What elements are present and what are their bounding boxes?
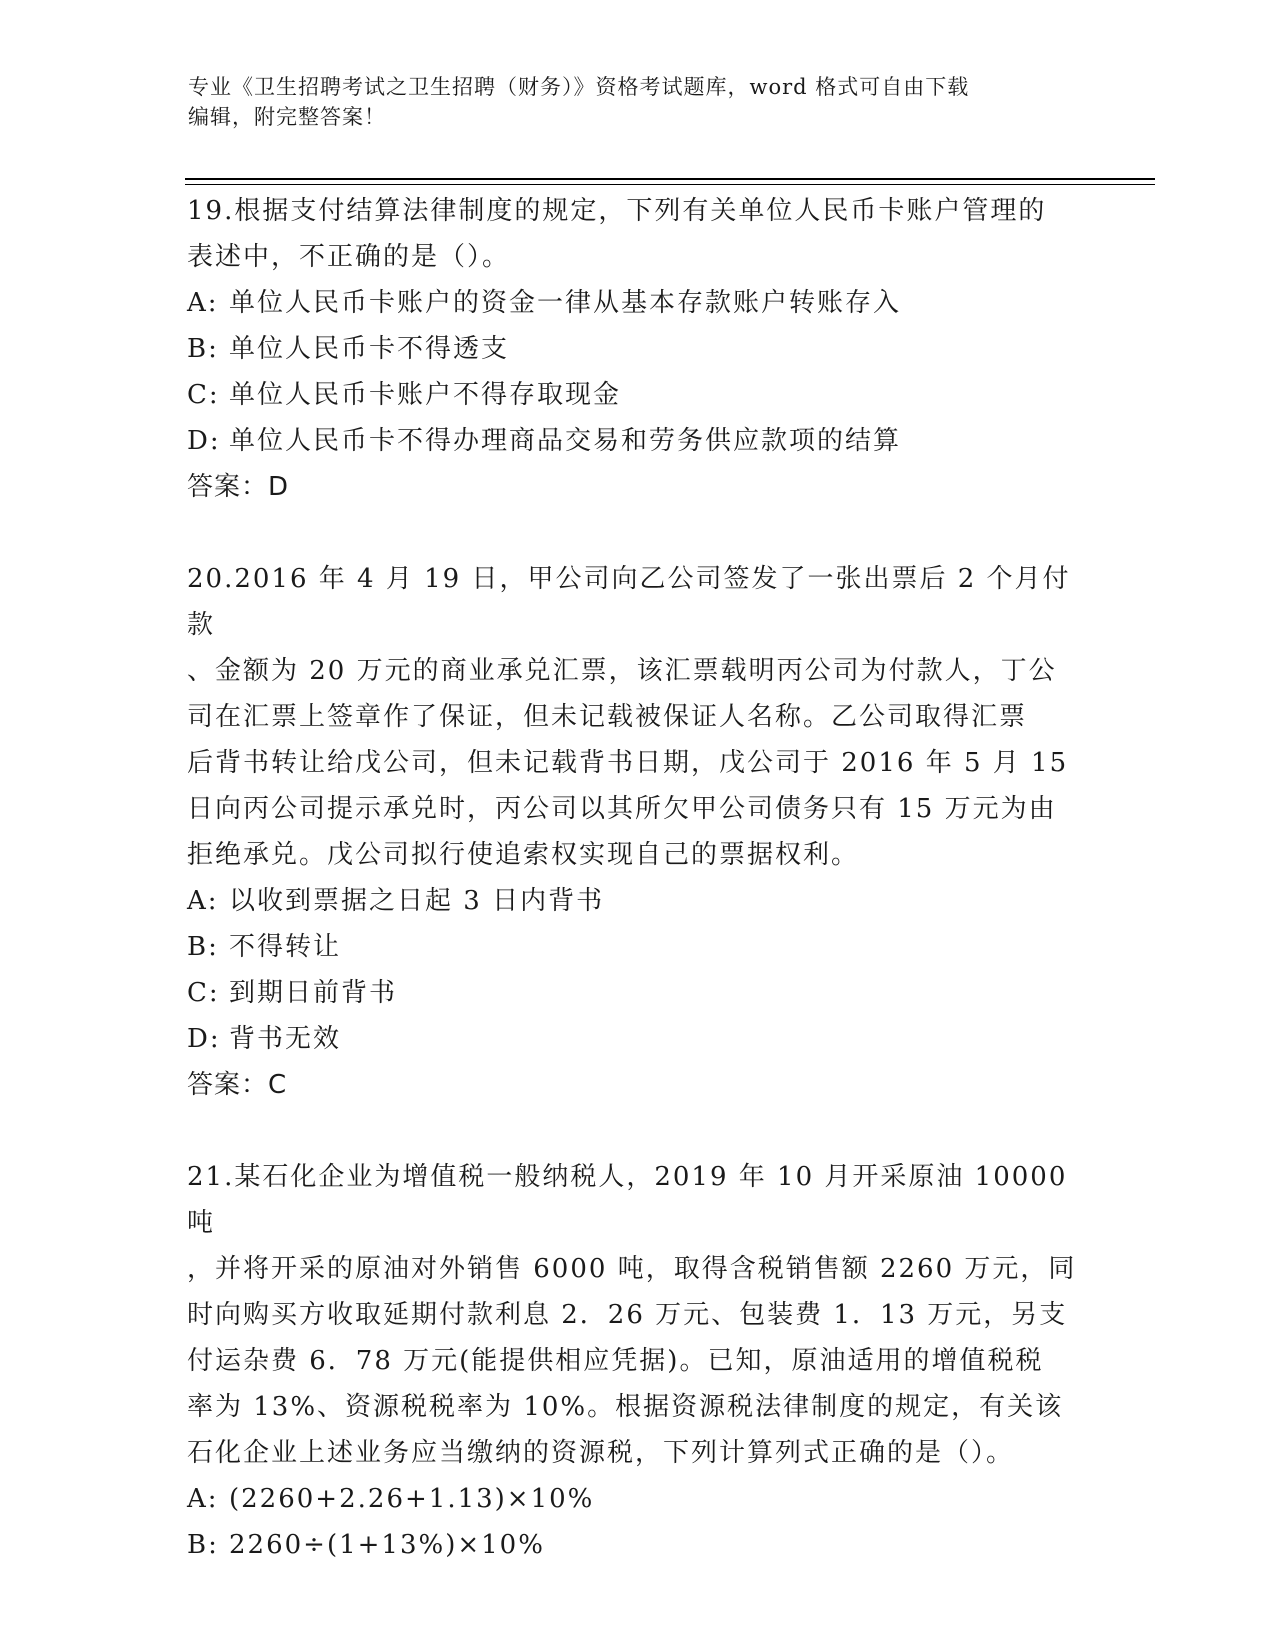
option-letter: A:	[187, 288, 219, 318]
answer-label: 答案：D	[187, 472, 290, 502]
option-letter: B:	[187, 932, 219, 962]
option-d	[187, 418, 1087, 464]
option-text: 背书无效	[229, 1024, 342, 1054]
question-text-line: 21.某石化企业为增值税一般纳税人，2019 年 10 月开采原油 10000 吨	[187, 1162, 1078, 1238]
question-text-line: 司在汇票上签章作了保证，但未记载被保证人名称。乙公司取得汇票	[187, 702, 1028, 732]
question-text-line: 19.根据支付结算法律制度的规定，下列有关单位人民币卡账户管理的	[187, 196, 1047, 226]
question-text-line: 表述中，不正确的是（）。	[187, 242, 511, 272]
question-text-line: 付运杂费 6．78 万元(能提供相应凭据)。已知，原油适用的增值税税	[187, 1346, 1044, 1376]
answer-label: 答案：C	[187, 1070, 288, 1100]
question-spacer	[187, 510, 1087, 556]
option-text: 单位人民币卡账户不得存取现金	[229, 380, 622, 410]
option-text: 2260÷(1+13%)×10%	[229, 1530, 545, 1560]
option-letter: C:	[187, 380, 220, 410]
option-letter: B:	[187, 1530, 219, 1560]
question-text-line: 时向购买方收取延期付款利息 2．26 万元、包装费 1．13 万元，另支	[187, 1300, 1068, 1330]
option-letter: C:	[187, 978, 220, 1008]
option-letter: D:	[187, 426, 221, 456]
option-b	[187, 924, 1087, 970]
option-text: 单位人民币卡不得办理商品交易和劳务供应款项的结算	[229, 426, 902, 456]
question-21	[187, 1154, 1087, 1568]
header-divider-thin	[185, 184, 1155, 185]
option-letter: B:	[187, 334, 219, 364]
option-text: (2260+2.26+1.13)×10%	[229, 1484, 595, 1514]
option-b	[187, 326, 1087, 372]
question-text-line: 后背书转让给戊公司，但未记载背书日期，戊公司于 2016 年 5 月 15	[187, 748, 1069, 778]
option-d	[187, 1016, 1087, 1062]
option-b	[187, 1522, 1087, 1568]
option-text: 单位人民币卡账户的资金一律从基本存款账户转账存入	[229, 288, 902, 318]
header-divider-thick	[185, 178, 1155, 180]
option-a	[187, 280, 1087, 326]
question-spacer	[187, 1108, 1087, 1154]
option-text: 单位人民币卡不得透支	[229, 334, 510, 364]
option-a	[187, 878, 1087, 924]
question-text-line: 日向丙公司提示承兑时，丙公司以其所欠甲公司债务只有 15 万元为由	[187, 794, 1057, 824]
option-c	[187, 970, 1087, 1016]
question-text-line: 拒绝承兑。戊公司拟行使追索权实现自己的票据权利。	[187, 840, 860, 870]
option-text: 到期日前背书	[229, 978, 398, 1008]
option-c	[187, 372, 1087, 418]
option-text: 以收到票据之日起 3 日内背书	[229, 886, 605, 916]
question-text-line: 20.2016 年 4 月 19 日，甲公司向乙公司签发了一张出票后 2 个月付款	[187, 564, 1071, 640]
question-text-line: 率为 13%、资源税税率为 10%。根据资源税法律制度的规定，有关该	[187, 1392, 1064, 1422]
document-header	[188, 72, 1068, 132]
option-letter: A:	[187, 886, 219, 916]
question-text-line: 、金额为 20 万元的商业承兑汇票，该汇票载明丙公司为付款人，丁公	[187, 656, 1057, 686]
option-a	[187, 1476, 1087, 1522]
header-line-1: 专业《卫生招聘考试之卫生招聘（财务）》资格考试题库，word 格式可自由下载	[188, 75, 970, 99]
question-text-line: ，并将开采的原油对外销售 6000 吨，取得含税销售额 2260 万元，同	[187, 1254, 1077, 1284]
option-text: 不得转让	[229, 932, 342, 962]
question-text-line: 石化企业上述业务应当缴纳的资源税，下列计算列式正确的是（）。	[187, 1438, 1015, 1468]
option-letter: D:	[187, 1024, 221, 1054]
header-line-2: 编辑，附完整答案！	[188, 105, 386, 129]
question-list	[187, 188, 1087, 1568]
option-letter: A:	[187, 1484, 219, 1514]
question-19	[187, 188, 1087, 510]
question-20	[187, 556, 1087, 1108]
